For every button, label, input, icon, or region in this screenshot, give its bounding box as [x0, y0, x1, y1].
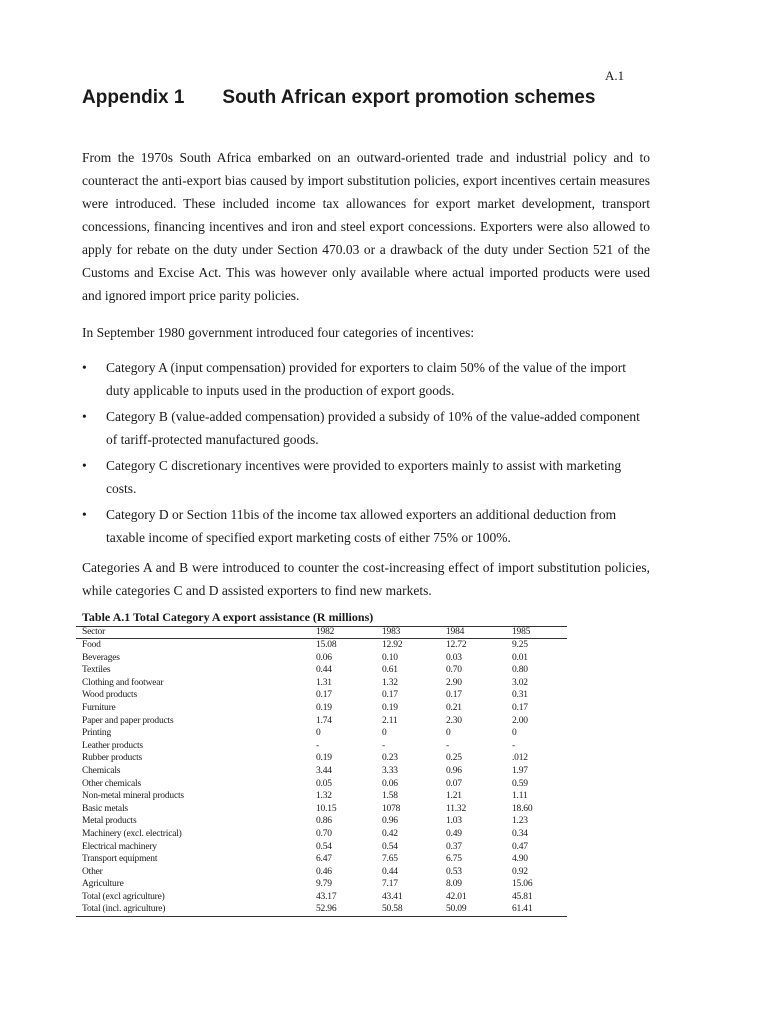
value-cell: 45.81	[512, 891, 533, 902]
column-header-1984: 1984	[440, 627, 506, 639]
value-cell: -	[316, 740, 319, 751]
value-cell: 0.06	[316, 652, 332, 663]
value-cell: 0.54	[382, 841, 398, 852]
table-row	[76, 715, 567, 728]
bullet-icon: •	[82, 458, 87, 473]
categories-intro-paragraph: In September 1980 government introduced four categories of incentives:	[82, 325, 475, 340]
value-cell: 9.25	[512, 640, 528, 650]
value-cell: 1.03	[446, 816, 462, 827]
value-cell: 0.96	[446, 765, 462, 776]
sector-cell: Beverages	[82, 652, 120, 663]
value-cell: -	[446, 740, 449, 751]
table-row	[76, 878, 567, 891]
sector-cell: Furniture	[82, 702, 116, 713]
value-cell: 0.70	[316, 828, 332, 839]
value-cell: 7.65	[382, 854, 398, 865]
sector-cell: Printing	[82, 728, 112, 739]
sector-cell: Non-metal mineral products	[82, 791, 184, 802]
value-cell: 0.01	[512, 652, 528, 663]
value-cell: 0.86	[316, 816, 332, 827]
value-cell: 43.41	[382, 891, 403, 902]
value-cell: 0.44	[382, 866, 398, 877]
value-cell: 0.80	[512, 665, 528, 676]
table-row	[76, 639, 567, 652]
value-cell: 0.96	[382, 816, 398, 827]
value-cell: 18.60	[512, 803, 533, 814]
value-cell: 1078	[382, 803, 401, 814]
value-cell: 12.72	[446, 640, 467, 650]
value-cell: 1.58	[382, 791, 398, 802]
sector-cell: Total (incl. agriculture)	[76, 903, 310, 916]
list-item-text: Category C discretionary incentives were provided to exporters mainly to assist with marketing costs.	[106, 458, 622, 496]
list-item-category-b	[82, 406, 650, 451]
bullet-icon: •	[82, 507, 87, 522]
sector-cell: Metal products	[82, 816, 137, 827]
value-cell: 50.09	[440, 903, 506, 916]
column-header-1983: 1983	[376, 627, 440, 639]
value-cell: 0.10	[382, 652, 398, 663]
sector-cell: Clothing and footwear	[82, 677, 164, 688]
column-header-1985: 1985	[506, 627, 567, 639]
table-row	[76, 740, 567, 753]
value-cell: 15.08	[316, 640, 337, 650]
column-header-sector: Sector	[76, 627, 310, 639]
value-cell: 1.97	[512, 765, 528, 776]
conclusion-paragraph: Categories A and B were introduced to counter the cost-increasing effect of import substitution policies, while categories C and D assisted exporters to find new markets.	[82, 560, 650, 598]
value-cell: 3.02	[512, 677, 528, 688]
sector-cell: Machinery (excl. electrical)	[82, 828, 182, 839]
value-cell: 7.17	[382, 879, 398, 890]
value-cell: 0.07	[446, 778, 462, 789]
value-cell: 0	[512, 728, 517, 739]
value-cell: 0.19	[316, 753, 332, 764]
value-cell: 11.32	[446, 803, 467, 814]
value-cell: 0	[446, 728, 451, 739]
table-row	[76, 790, 567, 803]
list-item-category-d	[82, 504, 650, 549]
export-assistance-table	[76, 626, 567, 917]
value-cell: 15.06	[512, 879, 533, 890]
value-cell: 0.17	[446, 690, 462, 701]
value-cell: 3.33	[382, 765, 398, 776]
value-cell: 0.61	[382, 665, 398, 676]
value-cell: 12.92	[382, 640, 403, 650]
bullet-icon: •	[82, 360, 87, 375]
intro-paragraph: From the 1970s South Africa embarked on an outward-oriented trade and industrial policy and to counteract the anti-export bias caused by import substitution policies, export incentives certain measures were introduced. These included income tax allowances for export market development, transport concessions, financing incentives and iron and steel export concessions. Exporters were also allowed to apply for rebate on the duty under Section 470.03 or a drawback of the duty under Section 521 of the Customs and Excise Act. This was however only available where actual imported products were used and ignored import price parity policies.	[82, 150, 650, 303]
value-cell: 8.09	[446, 879, 462, 890]
value-cell: 1.11	[512, 791, 528, 802]
table-body	[76, 639, 567, 917]
value-cell: 6.47	[316, 854, 332, 865]
sector-cell: Total (excl agriculture)	[82, 891, 165, 902]
value-cell: 0.59	[512, 778, 528, 789]
value-cell: 0.37	[446, 841, 462, 852]
value-cell: 2.11	[382, 715, 398, 726]
sector-cell: Transport equipment	[82, 854, 158, 865]
value-cell: 0.42	[382, 828, 398, 839]
value-cell: -	[512, 740, 515, 751]
table-row	[76, 803, 567, 816]
value-cell: 1.31	[316, 677, 332, 688]
appendix-title: South African export promotion schemes	[222, 87, 596, 108]
table-row	[76, 866, 567, 879]
value-cell: 3.44	[316, 765, 332, 776]
value-cell: 0.19	[316, 702, 332, 713]
table-row	[76, 752, 567, 765]
table-row	[76, 853, 567, 866]
sector-cell: Basic metals	[82, 803, 128, 814]
table-caption: Table A.1 Total Category A export assistance (R millions)	[82, 610, 374, 624]
sector-cell: Other chemicals	[82, 778, 141, 789]
value-cell: .012	[512, 753, 528, 764]
value-cell: 0.46	[316, 866, 332, 877]
sector-cell: Agriculture	[82, 879, 124, 890]
export-assistance-table-container	[76, 626, 567, 917]
value-cell: 42.01	[446, 891, 467, 902]
list-item-category-c	[82, 455, 650, 500]
value-cell: 2.30	[446, 715, 462, 726]
value-cell: 0.47	[512, 841, 528, 852]
sector-cell: Paper and paper products	[82, 715, 174, 726]
table-row	[76, 652, 567, 665]
value-cell: 1.32	[316, 791, 332, 802]
sector-cell: Other	[82, 866, 103, 877]
bullet-icon: •	[82, 409, 87, 424]
value-cell: 0.03	[446, 652, 462, 663]
value-cell: 0.17	[382, 690, 398, 701]
value-cell: 0.05	[316, 778, 332, 789]
sector-cell: Rubber products	[82, 753, 143, 764]
sector-cell: Chemicals	[82, 765, 121, 776]
value-cell: 0.21	[446, 702, 462, 713]
list-item-text: Category D or Section 11bis of the income tax allowed exporters an additional deduction from taxable income of specified export marketing costs of either 75% or 100%.	[106, 507, 617, 545]
sector-cell: Electrical machinery	[82, 841, 157, 852]
value-cell: 0.31	[512, 690, 528, 701]
value-cell: 0.19	[382, 702, 398, 713]
value-cell: 0.54	[316, 841, 332, 852]
list-item-text: Category B (value-added compensation) provided a subsidy of 10% of the value-added component of tariff-protected manufactured goods.	[106, 409, 640, 447]
table-row	[76, 689, 567, 702]
sector-cell: Leather products	[82, 740, 143, 751]
value-cell: 1.32	[382, 677, 398, 688]
incentive-category-list	[82, 357, 650, 553]
table-row	[76, 903, 567, 916]
sector-cell: Food	[82, 640, 101, 650]
value-cell: 0.25	[446, 753, 462, 764]
table-row	[76, 677, 567, 690]
page-number: A.1	[605, 68, 625, 83]
table-row	[76, 702, 567, 715]
value-cell: 0.44	[316, 665, 332, 676]
value-cell: 9.79	[316, 879, 332, 890]
value-cell: -	[382, 740, 385, 751]
sector-cell: Textiles	[82, 665, 111, 676]
value-cell: 0.53	[446, 866, 462, 877]
table-row	[76, 841, 567, 854]
value-cell: 0.17	[316, 690, 332, 701]
value-cell: 4.90	[512, 854, 528, 865]
value-cell: 2.00	[512, 715, 528, 726]
value-cell: 0.23	[382, 753, 398, 764]
value-cell: 1.74	[316, 715, 332, 726]
value-cell: 0.06	[382, 778, 398, 789]
list-item-text: Category A (input compensation) provided for exporters to claim 50% of the value of the import duty applicable to inputs used in the production of export goods.	[106, 360, 626, 398]
table-row	[76, 778, 567, 791]
list-item-category-a	[82, 357, 650, 402]
value-cell: 6.75	[446, 854, 462, 865]
value-cell: 0.70	[446, 665, 462, 676]
value-cell: 1.21	[446, 791, 462, 802]
table-row	[76, 891, 567, 904]
appendix-heading	[82, 87, 595, 109]
value-cell: 61.41	[506, 903, 567, 916]
table-row	[76, 765, 567, 778]
table-row	[76, 664, 567, 677]
value-cell: 0	[382, 728, 387, 739]
value-cell: 10.15	[316, 803, 337, 814]
value-cell: 2.90	[446, 677, 462, 688]
appendix-label: Appendix 1	[82, 87, 185, 108]
table-row	[76, 727, 567, 740]
value-cell: 0.34	[512, 828, 528, 839]
table-header-row	[76, 627, 567, 639]
value-cell: 50.58	[376, 903, 440, 916]
value-cell: 0.92	[512, 866, 528, 877]
value-cell: 0.17	[512, 702, 528, 713]
value-cell: 0	[316, 728, 321, 739]
value-cell: 1.23	[512, 816, 528, 827]
table-row	[76, 815, 567, 828]
value-cell: 52.96	[310, 903, 376, 916]
value-cell: 0.49	[446, 828, 462, 839]
value-cell: 43.17	[316, 891, 337, 902]
sector-cell: Wood products	[82, 690, 137, 701]
column-header-1982: 1982	[310, 627, 376, 639]
table-row	[76, 828, 567, 841]
